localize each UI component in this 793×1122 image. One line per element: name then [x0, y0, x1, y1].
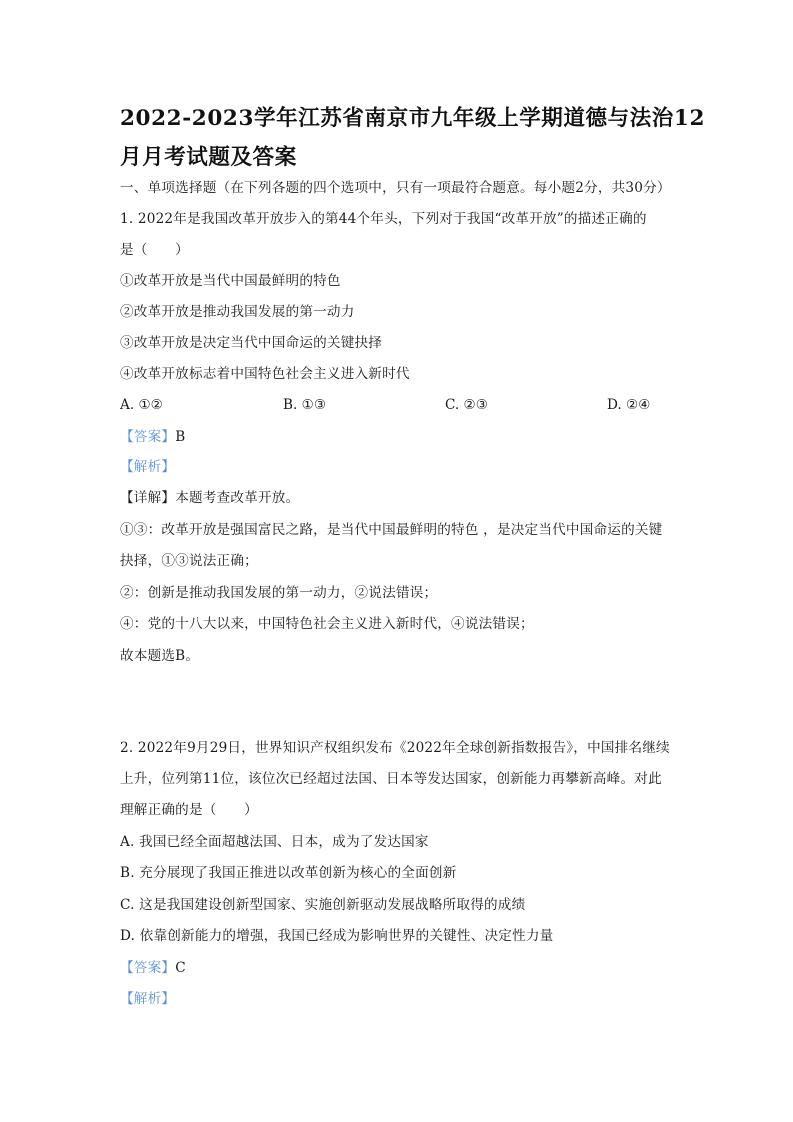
question-stem-line: 上升，位列第11位，该位次已经超过法国、日本等发达国家，创新能力再攀新高峰。对此	[120, 771, 662, 787]
detail-line: ②：创新是推动我国发展的第一动力，②说法错误；	[120, 585, 438, 601]
option-c: C. ②③	[445, 397, 488, 413]
section-heading: 一、单项选择题（在下列各题的四个选项中，只有一项最符合题意。每小题2分，共30分）	[120, 180, 671, 196]
option-d: D. 依靠创新能力的增强，我国已经成为影响世界的关键性、决定性力量	[120, 928, 554, 944]
document-title-line-2: 月月考试题及答案	[120, 145, 297, 170]
analysis-label: 【解析】	[120, 459, 176, 475]
answer-label: 【答案】	[120, 960, 176, 976]
option-a: A. ①②	[120, 397, 163, 413]
answer-value: B	[175, 429, 186, 445]
answer-line	[120, 428, 185, 446]
option-c: C. 这是我国建设创新型国家、实施创新驱动发展战略所取得的成绩	[120, 897, 526, 913]
detail-line: 抉择，①③说法正确；	[120, 553, 258, 569]
detail-text: 本题考查改革开放。	[175, 490, 300, 506]
statement-2: ②改革开放是推动我国发展的第一动力	[120, 304, 355, 320]
detail-line: ④：党的十八大以来，中国特色社会主义进入新时代，④说法错误；	[120, 616, 534, 632]
analysis-label: 【解析】	[120, 991, 176, 1007]
answer-line	[120, 959, 186, 977]
question-stem-line: 1. 2022年是我国改革开放步入的第44个年头，下列对于我国“改革开放”的描述正确的	[120, 211, 647, 227]
detail-line: 故本题选B。	[120, 648, 200, 664]
answer-label: 【答案】	[120, 429, 176, 445]
document-title-line-1: 2022-2023学年江苏省南京市九年级上学期道德与法治12	[120, 106, 706, 131]
detail-line: ①③：改革开放是强国富民之路，是当代中国最鲜明的特色 ，是决定当代中国命运的关键	[120, 522, 663, 538]
question-stem-line: 是（ ）	[120, 242, 189, 258]
answer-value: C	[175, 960, 186, 976]
option-a: A. 我国已经全面超越法国、日本，成为了发达国家	[120, 834, 429, 850]
statement-4: ④改革开放标志着中国特色社会主义进入新时代	[120, 366, 410, 382]
question-stem-line: 2. 2022年9月29日，世界知识产权组织发布《2022年全球创新指数报告》，中国排名继续	[120, 740, 670, 756]
option-b: B. ①③	[283, 397, 327, 413]
option-b: B. 充分展现了我国正推进以改革创新为核心的全面创新	[120, 865, 457, 881]
option-d: D. ②④	[607, 397, 651, 413]
detail-line	[120, 489, 299, 507]
statement-3: ③改革开放是决定当代中国命运的关键抉择	[120, 335, 383, 351]
detail-label: 【详解】	[120, 490, 176, 506]
question-stem-line: 理解正确的是（ ）	[120, 802, 258, 818]
statement-1: ①改革开放是当代中国最鲜明的特色	[120, 273, 341, 289]
